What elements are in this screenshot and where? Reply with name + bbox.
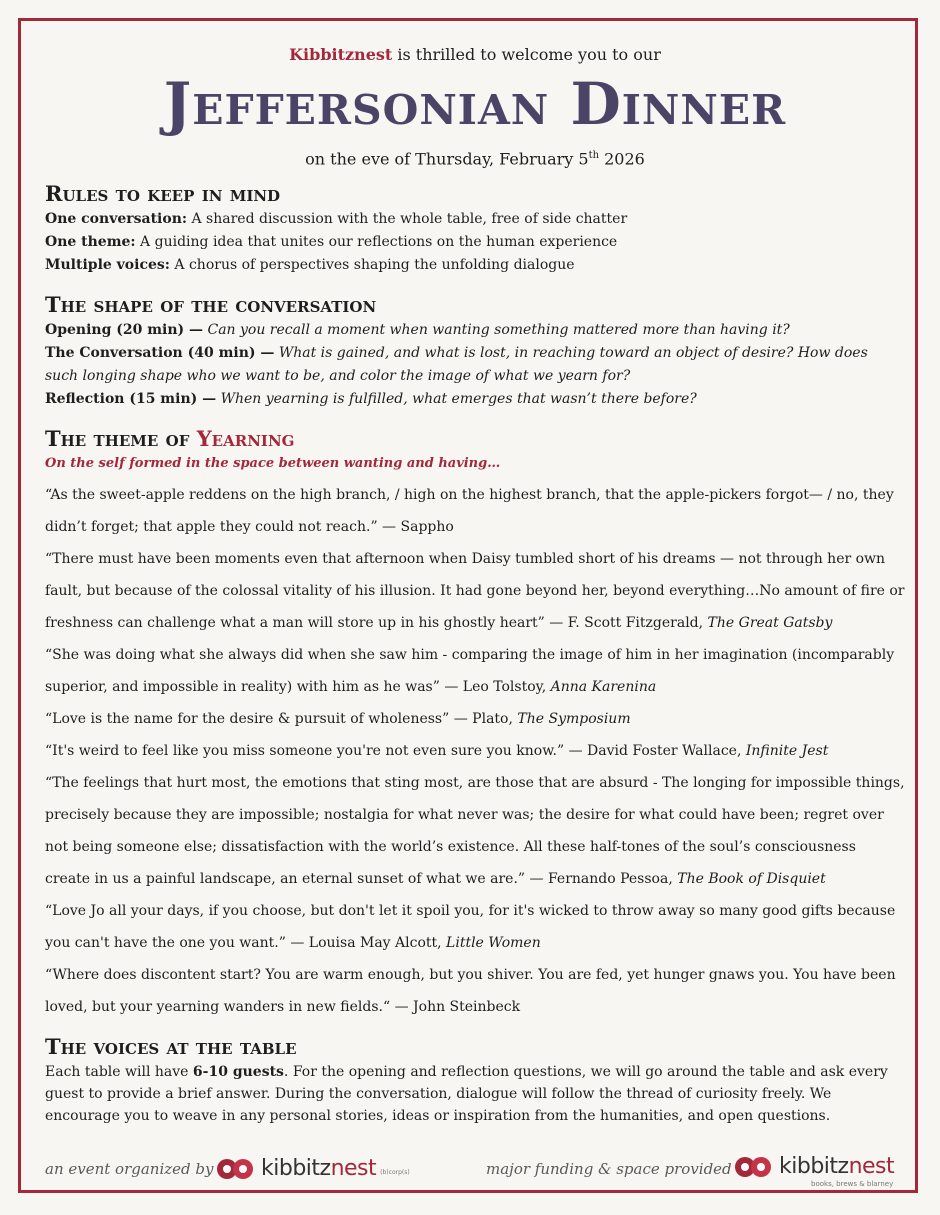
quote-list [45,479,905,1023]
quote-item [45,735,905,767]
logo-tagline: books, brews & blarney [811,1180,894,1188]
intro-line [45,45,905,65]
rule-term: One conversation: [45,211,188,228]
theme-heading [45,425,905,453]
event-title: Jeffersonian Dinner [163,70,787,138]
funding-label: major funding & space provided [486,1160,732,1178]
logo-tag: (b)corp(s) [380,1169,410,1176]
logo-word-a: kibbitz [779,1154,849,1179]
shape-term: The Conversation (40 min) — [45,345,275,362]
quote-text: “The feelings that hurt most, the emotions that sting most, are those that are absurd - The longing for impossible things, precisely because they are impossible; nostalgia for what never was; the desire for what could have been; regret over not being someone else; dissatisfaction with the world’s existence. All these half-tones of the soul’s consciousness create in us a painful landscape, an eternal sunset of what we are.” — Fernando Pessoa, [45,775,905,888]
quote-work: The Symposium [517,711,631,728]
shape-question: Can you recall a moment when wanting something mattered more than having it? [203,322,790,339]
shape-item [45,319,905,342]
rule-text: A shared discussion with the whole table, free of side chatter [187,211,628,228]
logo-word-b: nest [330,1156,377,1181]
shape-item [45,342,905,388]
shape-question: When yearning is fulfilled, what emerges that wasn’t there before? [216,391,697,408]
quote-work: Anna Karenina [550,679,657,696]
shape-question: What is gained, and what is lost, in reaching toward an object of desire? How does such longing shape who we want to be, and color the image of what we yearn for? [45,345,868,385]
rule-term: Multiple voices: [45,257,170,274]
rule-item [45,208,905,231]
rule-term: One theme: [45,234,136,251]
shape-list [45,319,905,411]
logo-word-a: kibbitz [261,1156,331,1181]
shape-item [45,388,905,411]
quote-work: The Great Gatsby [707,615,833,632]
rules-heading: Rules to keep in mind [45,181,281,207]
rule-item [45,254,905,277]
rule-text: A chorus of perspectives shaping the unfolding dialogue [169,257,575,274]
voices-heading: The voices at the table [45,1034,297,1060]
date-ordinal: th [588,150,600,161]
quote-text: “It's weird to feel like you miss someone you're not even sure you know.” — David Foster Wallace, [45,743,746,760]
quote-work: Infinite Jest [745,743,829,760]
organizer-label: an event organized by [45,1160,214,1178]
date-year: 2026 [599,149,645,169]
rule-item [45,231,905,254]
quote-item [45,895,905,959]
quote-item [45,543,905,639]
kibbitznest-mark-icon [217,1158,255,1180]
quote-item [45,703,905,735]
theme-word: Yearning [196,426,295,452]
shape-term: Reflection (15 min) — [45,391,217,408]
rule-text: A guiding idea that unites our reflections on the human experience [135,234,618,251]
theme-subtitle: On the self formed in the space between wanting and having… [45,456,501,472]
kibbitznest-mark-icon [735,1156,773,1178]
date-prefix: on the eve of Thursday, February 5 [305,149,589,169]
quote-text: “As the sweet-apple reddens on the high branch, / high on the highest branch, that the apple-pickers forgot— / no, they didn’t forget; that apple they could not reach.” — Sappho [45,487,894,536]
voices-description [45,1061,905,1127]
kibbitznest-logo-funding [735,1154,894,1179]
quote-text: “There must have been moments even that afternoon when Daisy tumbled short of his dreams — not through her own fault, but because of the colossal vitality of his illusion. It had gone beyond her, beyond everything…No amount of fire or freshness can challenge what a man will store up in his ghostly heart” — F. Scott Fitzgerald, [45,551,905,632]
intro-text: is thrilled to welcome you to our [392,45,661,64]
quote-text: “Love is the name for the desire & pursuit of wholeness” — Plato, [45,711,518,728]
shape-heading: The shape of the conversation [45,292,377,318]
kibbitznest-logo-organizer [217,1156,410,1181]
voices-text-post: . For the opening and reflection questions, we will go around the table and ask every guest to provide a brief answer. During the conversation, dialogue will follow the thread of curiosity freely. We encourage you to weave in any personal stories, ideas or inspiration from the humanities, and open questions. [45,1064,888,1125]
footer [45,1156,897,1186]
quote-text: “Love Jo all your days, if you choose, but don't let it spoil you, for it's wicked to throw away so many good gifts because you can't have the one you want.” — Louisa May Alcott, [45,903,896,952]
quote-item [45,639,905,703]
quote-item [45,767,905,895]
quote-work: Little Women [446,935,541,952]
rules-list [45,208,905,277]
logo-wordmark [261,1156,376,1181]
guest-count: 6-10 guests [192,1064,284,1081]
quote-item [45,479,905,543]
quote-text: “Where does discontent start? You are warm enough, but you shiver. You are fed, yet hunger gnaws you. You have been loved, but your yearning wanders in new fields.“ — John Steinbeck [45,967,896,1016]
shape-term: Opening (20 min) — [45,322,204,339]
quote-item [45,959,905,1023]
voices-text-pre: Each table will have [45,1064,193,1081]
brand-name: Kibbitznest [289,45,393,64]
quote-work: The Book of Disquiet [677,871,826,888]
theme-heading-prefix: The theme of [45,426,197,452]
logo-wordmark [779,1154,894,1179]
invitation-content [45,45,905,1127]
logo-word-b: nest [848,1154,895,1179]
quote-text: “She was doing what she always did when she saw him - comparing the image of him in her imagination (incomparably superior, and impossible in reality) with him as he was” — Leo Tolstoy, [45,647,895,696]
event-date [45,145,905,170]
